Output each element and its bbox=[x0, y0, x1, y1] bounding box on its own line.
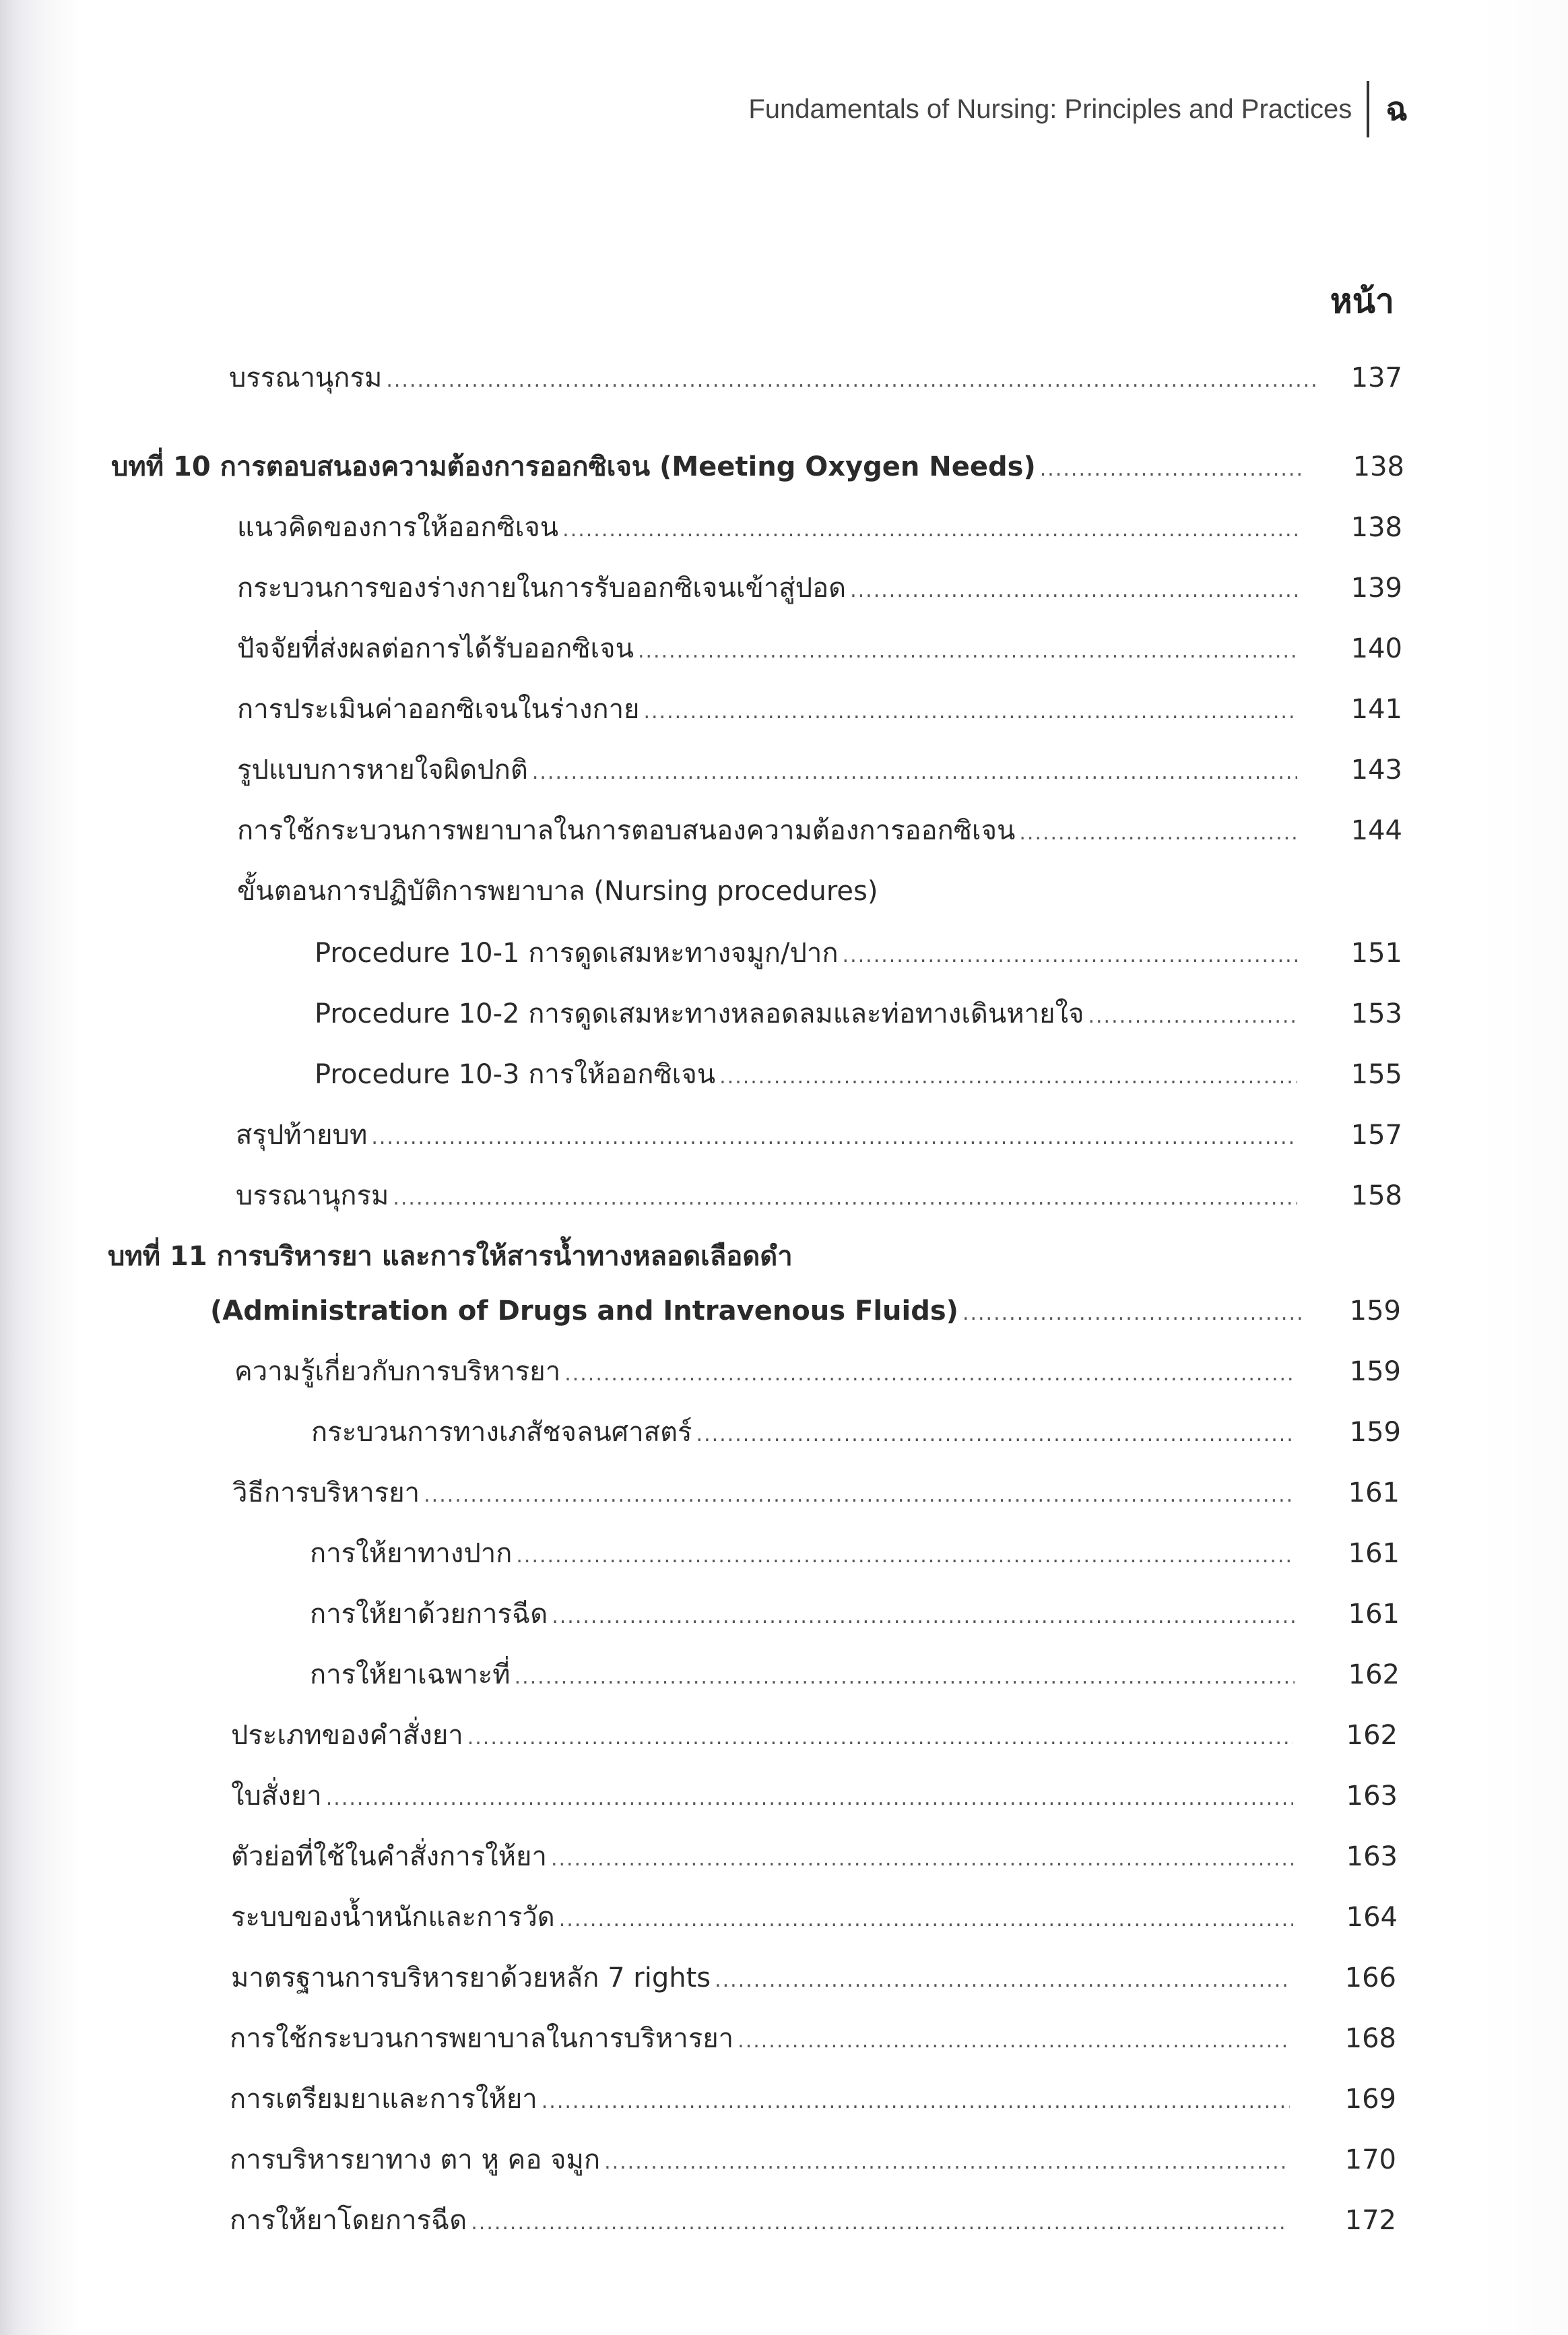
toc-page-number: 162 bbox=[1348, 1659, 1400, 1690]
toc-entry bbox=[237, 691, 1301, 731]
toc-page-number: 137 bbox=[1350, 362, 1402, 393]
toc-page-number: 162 bbox=[1346, 1720, 1398, 1751]
toc-entry-label: การใช้กระบวนการพยาบาลในการตอบสนองความต้องการออกซิเจน bbox=[237, 815, 1016, 846]
dot-leader bbox=[1019, 814, 1297, 852]
dot-leader bbox=[1088, 998, 1297, 1035]
toc-entry bbox=[237, 509, 1301, 549]
toc-entry bbox=[236, 1116, 1301, 1157]
toc-entry-label: ขั้นตอนการปฏิบัติการพยาบาล (Nursing procedures) bbox=[237, 876, 878, 907]
toc-entry bbox=[231, 1959, 1292, 2000]
dot-leader bbox=[1040, 451, 1306, 488]
toc-entry-label: การใช้กระบวนการพยาบาลในการบริหารยา bbox=[230, 2023, 734, 2054]
dot-leader bbox=[559, 1901, 1293, 1939]
toc-entry-label: ใบสั่งยา bbox=[231, 1781, 322, 1812]
toc-entry-label: ระบบของน้ำหนักและการวัด bbox=[231, 1902, 555, 1933]
dot-leader bbox=[564, 1355, 1296, 1393]
toc-entry-label: บรรณานุกรม bbox=[236, 1180, 389, 1211]
toc-entry bbox=[315, 995, 1301, 1035]
toc-entry-label: การบริหารยาทาง ตา หู คอ จมูก bbox=[230, 2144, 601, 2175]
toc-entry-label: การให้ยาเฉพาะที่ bbox=[310, 1659, 511, 1690]
toc-page-number: 172 bbox=[1344, 2205, 1396, 2236]
toc-entry-label: กระบวนการของร่างกายในการรับออกซิเจนเข้าสู่ปอด bbox=[237, 573, 847, 604]
book-title: Fundamentals of Nursing: Principles and Practices bbox=[748, 94, 1352, 124]
toc-entry bbox=[315, 934, 1301, 975]
toc-page-number: 138 bbox=[1352, 451, 1404, 482]
toc-entry bbox=[231, 1717, 1297, 1757]
toc-entry-label: การให้ยาทางปาก bbox=[310, 1538, 513, 1569]
dot-leader bbox=[467, 1719, 1293, 1757]
toc-subheading bbox=[237, 872, 1301, 910]
toc-page-number: 163 bbox=[1346, 1781, 1398, 1812]
toc-page-number: 153 bbox=[1350, 998, 1402, 1029]
toc-page-number: 164 bbox=[1346, 1902, 1398, 1933]
toc-page-number: 158 bbox=[1350, 1180, 1402, 1211]
toc-page-number: 140 bbox=[1350, 633, 1402, 664]
toc-entry-label: (Administration of Drugs and Intravenous Fluids) bbox=[210, 1296, 958, 1326]
toc-chapter-entry bbox=[111, 448, 1310, 488]
toc-page-number: 143 bbox=[1350, 755, 1402, 786]
toc-page-number: 166 bbox=[1344, 1962, 1396, 1993]
toc-page-number: 138 bbox=[1350, 512, 1402, 543]
page-column-heading: หน้า bbox=[1330, 282, 1394, 321]
toc-entry-label: การให้ยาด้วยการฉีด bbox=[310, 1599, 548, 1630]
toc-entry-label: ความรู้เกี่ยวกับการบริหารยา bbox=[234, 1356, 561, 1387]
toc-entry-label: วิธีการบริหารยา bbox=[232, 1477, 420, 1508]
toc-entry bbox=[231, 1777, 1297, 1818]
dot-leader bbox=[393, 1180, 1297, 1217]
toc-page-number: 170 bbox=[1344, 2144, 1396, 2175]
toc-entry-label: บทที่ 10 การตอบสนองความต้องการออกซิเจน (Meeting Oxygen Needs) bbox=[111, 451, 1036, 482]
toc-entry bbox=[310, 1595, 1299, 1636]
dot-leader bbox=[542, 2083, 1290, 2121]
toc-entry-label: Procedure 10-3 การให้ออกซิเจน bbox=[315, 1059, 716, 1090]
toc-page-number: 151 bbox=[1350, 938, 1402, 969]
toc-entry bbox=[237, 751, 1301, 792]
toc-entry bbox=[234, 1353, 1300, 1393]
toc-entry bbox=[237, 630, 1301, 670]
toc-entry bbox=[231, 1838, 1297, 1878]
dot-leader bbox=[471, 2204, 1288, 2242]
toc-entry-label: สรุปท้ายบท bbox=[236, 1120, 368, 1151]
toc-page-number: 157 bbox=[1350, 1120, 1402, 1151]
toc-entry bbox=[230, 2141, 1294, 2181]
toc-entry-label: กระบวนการทางเภสัชจลนศาสตร์ bbox=[311, 1417, 692, 1448]
dot-leader bbox=[962, 1295, 1305, 1333]
toc-entry bbox=[232, 1474, 1299, 1514]
dot-leader bbox=[562, 511, 1297, 549]
toc-entry bbox=[230, 2020, 1294, 2060]
toc-entry-label: แนวคิดของการให้ออกซิเจน bbox=[237, 512, 559, 543]
toc-page-number: 169 bbox=[1344, 2084, 1396, 2115]
toc-entry-label: บทที่ 11 การบริหารยา และการให้สารน้ำทางหลอดเลือดดำ bbox=[108, 1241, 793, 1272]
dot-leader bbox=[532, 754, 1297, 792]
toc-page-number: 144 bbox=[1350, 815, 1402, 846]
toc-page-number: 159 bbox=[1349, 1296, 1401, 1326]
toc-page-number: 159 bbox=[1349, 1356, 1401, 1387]
toc-entry-label: ตัวย่อที่ใช้ในคำสั่งการให้ยา bbox=[231, 1841, 547, 1872]
toc-entry-label: บรรณานุกรม bbox=[229, 362, 383, 393]
toc-entry-label: Procedure 10-2 การดูดเสมหะทางหลอดลมและท่อทางเดินหายใจ bbox=[315, 998, 1084, 1029]
toc-entry bbox=[315, 1056, 1301, 1096]
toc-chapter-entry-continued bbox=[210, 1292, 1309, 1333]
dot-leader bbox=[386, 362, 1316, 399]
toc-entry-label: การประเมินค่าออกซิเจนในร่างกาย bbox=[237, 694, 640, 725]
toc-page-number: 139 bbox=[1350, 573, 1402, 604]
toc-entry bbox=[230, 2080, 1294, 2121]
toc-entry-label: มาตรฐานการบริหารยาด้วยหลัก 7 rights bbox=[231, 1962, 711, 1993]
toc-page-number: 161 bbox=[1348, 1599, 1400, 1630]
toc-entry bbox=[310, 1656, 1299, 1696]
toc-page-number: 155 bbox=[1350, 1059, 1402, 1090]
dot-leader bbox=[719, 1058, 1297, 1096]
toc-entry-label: รูปแบบการหายใจผิดปกติ bbox=[237, 755, 528, 786]
dot-leader bbox=[738, 2022, 1290, 2060]
dot-leader bbox=[552, 1598, 1295, 1636]
dot-leader bbox=[424, 1477, 1295, 1514]
toc-entry-label: ประเภทของคำสั่งยา bbox=[231, 1720, 463, 1751]
toc-page-number: 161 bbox=[1348, 1538, 1400, 1569]
dot-leader bbox=[843, 937, 1297, 975]
toc-chapter-entry bbox=[108, 1238, 1307, 1275]
toc-entry bbox=[231, 1898, 1297, 1939]
page-number-mark: ฉ bbox=[1385, 90, 1408, 128]
toc-page-number: 159 bbox=[1349, 1417, 1401, 1448]
toc-entry bbox=[230, 2202, 1293, 2242]
toc-entry-label: ปัจจัยที่ส่งผลต่อการได้รับออกซิเจน bbox=[237, 633, 634, 664]
dot-leader bbox=[371, 1119, 1297, 1157]
toc-entry bbox=[310, 1535, 1299, 1575]
toc-entry-label: การเตรียมยาและการให้ยา bbox=[230, 2084, 537, 2115]
toc-page-number: 141 bbox=[1350, 694, 1402, 725]
toc-page-number: 163 bbox=[1346, 1841, 1398, 1872]
toc-entry bbox=[311, 1413, 1300, 1454]
toc-entry-label: การให้ยาโดยการฉีด bbox=[230, 2205, 467, 2236]
dot-leader bbox=[643, 693, 1297, 731]
dot-leader bbox=[551, 1841, 1293, 1878]
toc-entry bbox=[229, 359, 1320, 399]
toc-entry bbox=[236, 1177, 1301, 1217]
dot-leader bbox=[715, 1962, 1288, 2000]
toc-page-number: 161 bbox=[1348, 1477, 1400, 1508]
dot-leader bbox=[326, 1780, 1293, 1818]
dot-leader bbox=[604, 2144, 1290, 2181]
toc-entry-label: Procedure 10-1 การดูดเสมหะทางจมูก/ปาก bbox=[315, 938, 839, 969]
toc-page-number: 168 bbox=[1344, 2023, 1396, 2054]
dot-leader bbox=[696, 1416, 1296, 1454]
toc-entry bbox=[237, 569, 1301, 610]
dot-leader bbox=[638, 633, 1297, 670]
toc-entry bbox=[237, 812, 1301, 852]
dot-leader bbox=[516, 1537, 1295, 1575]
dot-leader bbox=[515, 1659, 1295, 1696]
dot-leader bbox=[850, 572, 1297, 610]
